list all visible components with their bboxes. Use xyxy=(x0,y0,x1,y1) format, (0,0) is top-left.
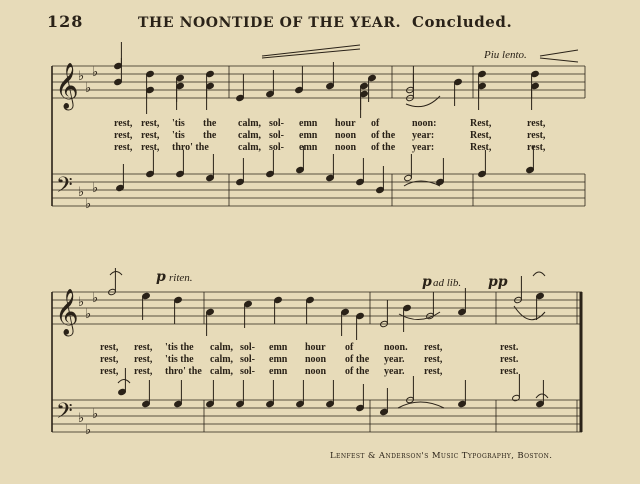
flat-icon: ♭ xyxy=(85,307,92,322)
lyric-syllable: emn xyxy=(269,366,288,377)
riten-marking: riten. xyxy=(169,272,193,284)
lyric-syllable: of xyxy=(371,118,380,129)
lyric-syllable: 'tis xyxy=(172,130,185,141)
flat-icon: ♭ xyxy=(78,411,85,426)
lyric-syllable: 'tis the xyxy=(165,342,194,353)
lyric-syllable: emn xyxy=(299,142,318,153)
lyric-syllable: rest, xyxy=(114,142,133,153)
title-main: THE NOONTIDE OF THE YEAR. xyxy=(138,15,402,31)
treble-clef-icon: 𝄞 xyxy=(55,63,79,109)
flat-icon: ♭ xyxy=(92,407,99,422)
lyric-syllable: rest, xyxy=(141,142,160,153)
lyric-syllable: of the xyxy=(345,366,370,377)
lyric-syllable: noon xyxy=(305,354,327,365)
lyric-syllable: emn xyxy=(299,118,318,129)
flat-icon: ♭ xyxy=(85,197,92,212)
ad-lib-marking: ad lib. xyxy=(433,277,462,289)
dynamic-pp: pp xyxy=(488,274,508,290)
lyric-syllable: year: xyxy=(412,142,435,153)
system2-treble-staff xyxy=(52,292,582,324)
lyric-syllable: 'tis the xyxy=(165,354,194,365)
lyric-syllable: hour xyxy=(305,342,326,353)
lyric-syllable: of the xyxy=(371,142,396,153)
diminuendo-hairpin xyxy=(540,50,578,62)
bass-clef-icon: 𝄢 xyxy=(56,173,73,203)
lyric-syllable: emn xyxy=(269,342,288,353)
lyric-syllable: Rest, xyxy=(470,130,492,141)
lyric-syllable: calm, xyxy=(210,366,234,377)
lyric-syllable: rest. xyxy=(500,354,519,365)
lyric-syllable: rest, xyxy=(114,118,133,129)
lyric-syllable: the xyxy=(203,118,217,129)
lyric-syllable: thro' the xyxy=(172,142,209,153)
lyric-syllable: noon xyxy=(335,130,357,141)
lyric-syllable: year. xyxy=(384,354,405,365)
lyric-syllable: emn xyxy=(299,130,318,141)
lyric-syllable: rest, xyxy=(100,366,119,377)
lyric-syllable: the xyxy=(203,130,217,141)
diminuendo-hairpin xyxy=(262,45,360,58)
lyric-syllable: rest, xyxy=(100,354,119,365)
lyric-syllable: rest, xyxy=(134,342,153,353)
lyric-syllable: sol- xyxy=(240,366,255,377)
lyric-syllable: rest, xyxy=(424,366,443,377)
tempo-marking: Piu lento. xyxy=(484,49,527,61)
slur xyxy=(398,402,444,408)
dynamic-p-ad-lib: p xyxy=(422,274,432,290)
lyric-syllable: rest, xyxy=(424,354,443,365)
lyric-syllable: 'tis xyxy=(172,118,185,129)
fermata-icon xyxy=(110,272,122,276)
lyric-syllable: rest, xyxy=(141,130,160,141)
lyric-syllable: rest, xyxy=(527,130,546,141)
lyric-syllable: sol- xyxy=(240,342,255,353)
lyric-syllable: of xyxy=(345,342,354,353)
lyric-syllable: year. xyxy=(384,366,405,377)
page-number: 128 xyxy=(47,12,84,31)
flat-icon: ♭ xyxy=(85,423,92,438)
lyric-syllable: rest, xyxy=(527,142,546,153)
flat-icon: ♭ xyxy=(92,181,99,196)
lyric-syllable: Rest, xyxy=(470,142,492,153)
fermata-icon xyxy=(533,272,545,276)
lyric-syllable: noon xyxy=(305,366,327,377)
system2-lyrics xyxy=(100,342,519,377)
lyric-syllable: sol- xyxy=(269,142,284,153)
printer-credit: Lenfest & Anderson's Music Typography, Boston. xyxy=(330,451,553,461)
flat-icon: ♭ xyxy=(92,65,99,80)
lyric-syllable: sol- xyxy=(240,354,255,365)
lyric-syllable: sol- xyxy=(269,130,284,141)
lyric-syllable: Rest, xyxy=(470,118,492,129)
lyric-syllable: rest, xyxy=(134,354,153,365)
lyric-syllable: noon. xyxy=(384,342,408,353)
lyric-syllable: emn xyxy=(269,354,288,365)
lyric-syllable: calm, xyxy=(210,354,234,365)
flat-icon: ♭ xyxy=(92,291,99,306)
lyric-syllable: rest, xyxy=(141,118,160,129)
lyric-syllable: year: xyxy=(412,130,435,141)
fermata-icon xyxy=(118,380,130,384)
lyric-syllable: hour xyxy=(335,118,356,129)
flat-icon: ♭ xyxy=(85,81,92,96)
lyric-syllable: sol- xyxy=(269,118,284,129)
lyric-syllable: noon xyxy=(335,142,357,153)
system1-lyrics xyxy=(114,118,546,153)
system1-treble-staff xyxy=(52,66,585,98)
lyric-syllable: rest, xyxy=(134,366,153,377)
lyric-syllable: rest. xyxy=(500,342,519,353)
system1-bass-staff xyxy=(52,174,585,206)
lyric-syllable: rest, xyxy=(424,342,443,353)
flat-icon: ♭ xyxy=(78,185,85,200)
lyric-syllable: calm, xyxy=(210,342,234,353)
flat-icon: ♭ xyxy=(78,69,85,84)
bass-clef-icon: 𝄢 xyxy=(56,399,73,429)
lyric-syllable: rest, xyxy=(100,342,119,353)
lyric-syllable: noon: xyxy=(412,118,437,129)
flat-icon: ♭ xyxy=(78,295,85,310)
title-suffix: Concluded. xyxy=(412,13,513,31)
lyric-syllable: calm, xyxy=(238,130,262,141)
lyric-syllable: rest, xyxy=(114,130,133,141)
treble-clef-icon: 𝄞 xyxy=(55,289,79,335)
lyric-syllable: calm, xyxy=(238,118,262,129)
lyric-syllable: of the xyxy=(371,130,396,141)
system2-bass-staff xyxy=(52,400,582,432)
lyric-syllable: calm, xyxy=(238,142,262,153)
fermata-icon xyxy=(536,394,548,398)
lyric-syllable: thro' the xyxy=(165,366,202,377)
lyric-syllable: rest, xyxy=(527,118,546,129)
lyric-syllable: of the xyxy=(345,354,370,365)
lyric-syllable: rest. xyxy=(500,366,519,377)
dynamic-p: p xyxy=(156,269,166,285)
